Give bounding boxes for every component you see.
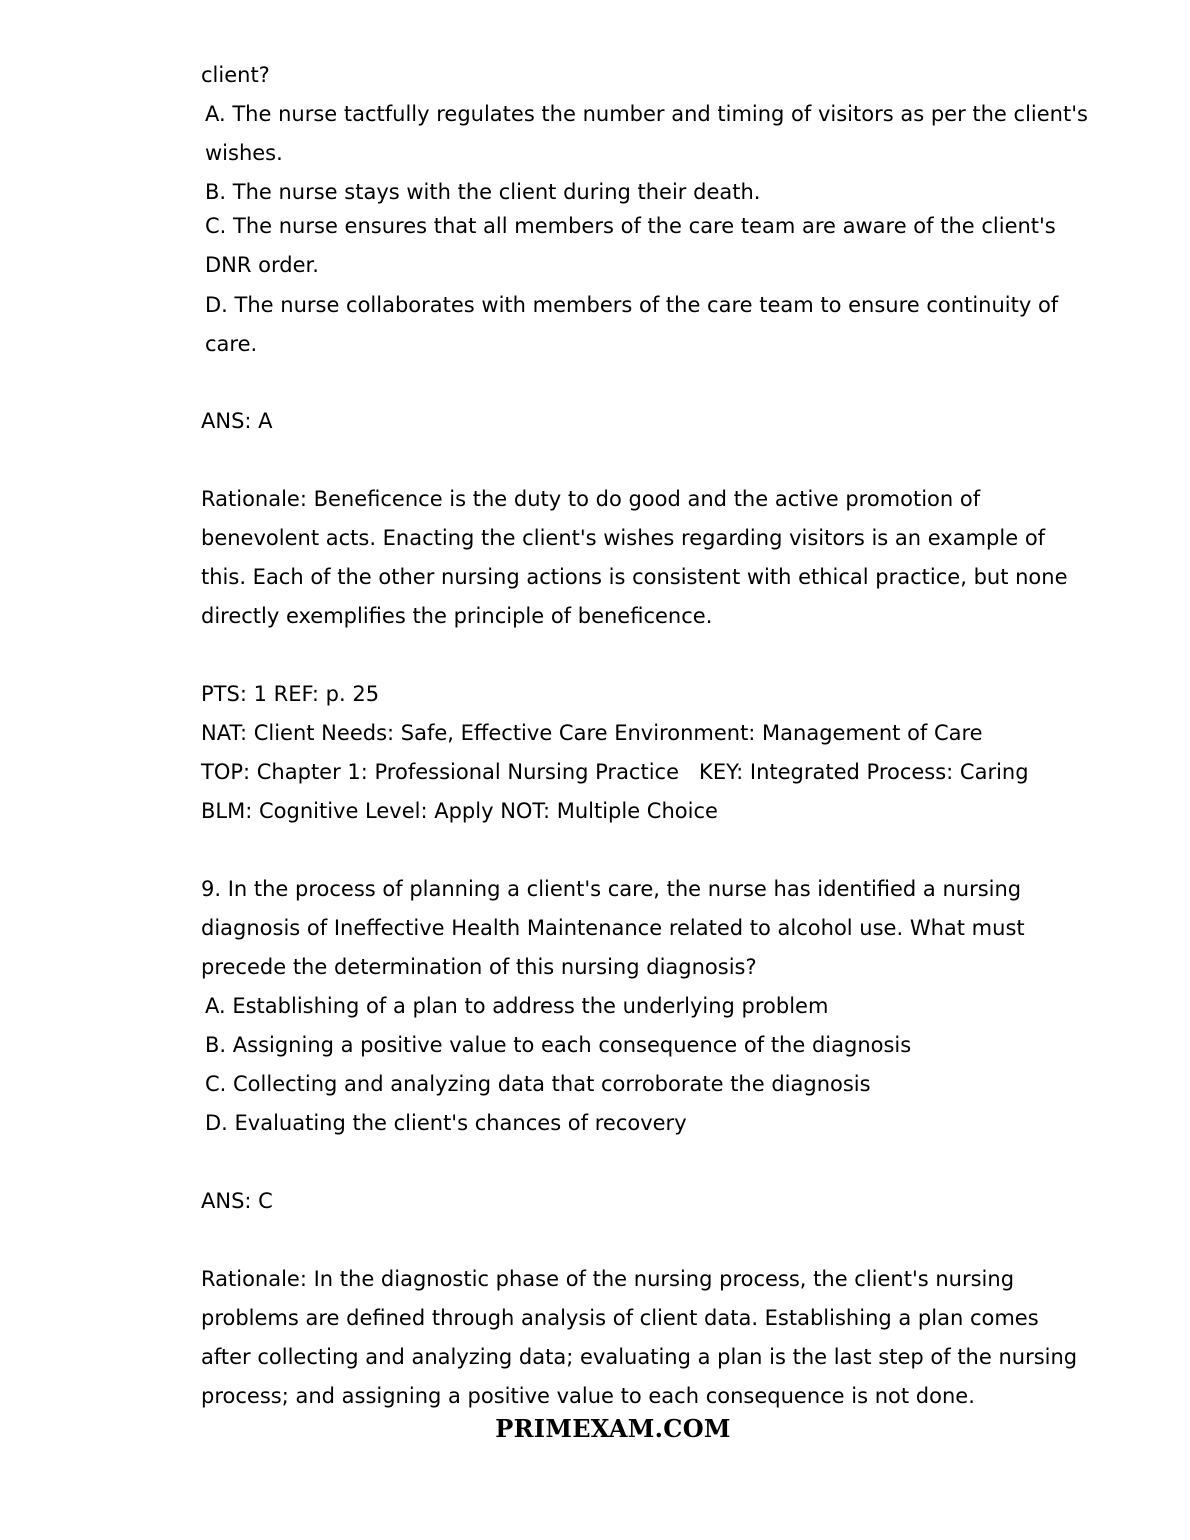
q8-answer: ANS: A: [201, 409, 273, 433]
q8-meta-nat: NAT: Client Needs: Safe, Effective Care Environment: Management of Care: [201, 721, 983, 745]
q8-option-c-cont: DNR order.: [205, 253, 319, 277]
q9-stem-line-2: diagnosis of Ineffective Health Maintenance related to alcohol use. What must: [201, 916, 1025, 940]
q9-rationale-line-4: process; and assigning a positive value to each consequence is not done.: [201, 1384, 975, 1408]
q8-stem-tail: client?: [201, 63, 270, 87]
q8-meta-top: TOP: Chapter 1: Professional Nursing Practice KEY: Integrated Process: Caring: [201, 760, 1029, 784]
q9-rationale-line-2: problems are defined through analysis of client data. Establishing a plan comes: [201, 1306, 1039, 1330]
q8-rationale-line-4: directly exemplifies the principle of beneficence.: [201, 604, 713, 628]
q8-rationale-line-3: this. Each of the other nursing actions is consistent with ethical practice, but none: [201, 565, 1068, 589]
q9-option-d: D. Evaluating the client's chances of recovery: [205, 1111, 687, 1135]
q8-meta-blm: BLM: Cognitive Level: Apply NOT: Multiple Choice: [201, 799, 718, 823]
footer-watermark: PRIMEXAM.COM: [495, 1414, 731, 1443]
q8-option-a-cont: wishes.: [205, 141, 283, 165]
q8-option-d: D. The nurse collaborates with members of the care team to ensure continuity of: [205, 293, 1059, 317]
q8-option-c: C. The nurse ensures that all members of the care team are aware of the client's: [205, 214, 1056, 238]
q9-option-c: C. Collecting and analyzing data that corroborate the diagnosis: [205, 1072, 871, 1096]
q9-rationale-line-3: after collecting and analyzing data; evaluating a plan is the last step of the nursing: [201, 1345, 1078, 1369]
q8-option-b: B. The nurse stays with the client during their death.: [205, 180, 761, 204]
q8-meta-pts: PTS: 1 REF: p. 25: [201, 682, 380, 706]
q9-option-a: A. Establishing of a plan to address the underlying problem: [205, 994, 829, 1018]
q9-option-b: B. Assigning a positive value to each consequence of the diagnosis: [205, 1033, 912, 1057]
q9-answer: ANS: C: [201, 1189, 273, 1213]
q9-rationale-line-1: Rationale: In the diagnostic phase of the nursing process, the client's nursing: [201, 1267, 1015, 1291]
q9-stem-line-1: 9. In the process of planning a client's care, the nurse has identified a nursing: [201, 877, 1022, 901]
q9-stem-line-3: precede the determination of this nursing diagnosis?: [201, 955, 757, 979]
q8-rationale-line-1: Rationale: Beneficence is the duty to do good and the active promotion of: [201, 487, 981, 511]
q8-option-a: A. The nurse tactfully regulates the number and timing of visitors as per the client's: [205, 102, 1088, 126]
q8-rationale-line-2: benevolent acts. Enacting the client's wishes regarding visitors is an example of: [201, 526, 1046, 550]
q8-option-d-cont: care.: [205, 332, 258, 356]
